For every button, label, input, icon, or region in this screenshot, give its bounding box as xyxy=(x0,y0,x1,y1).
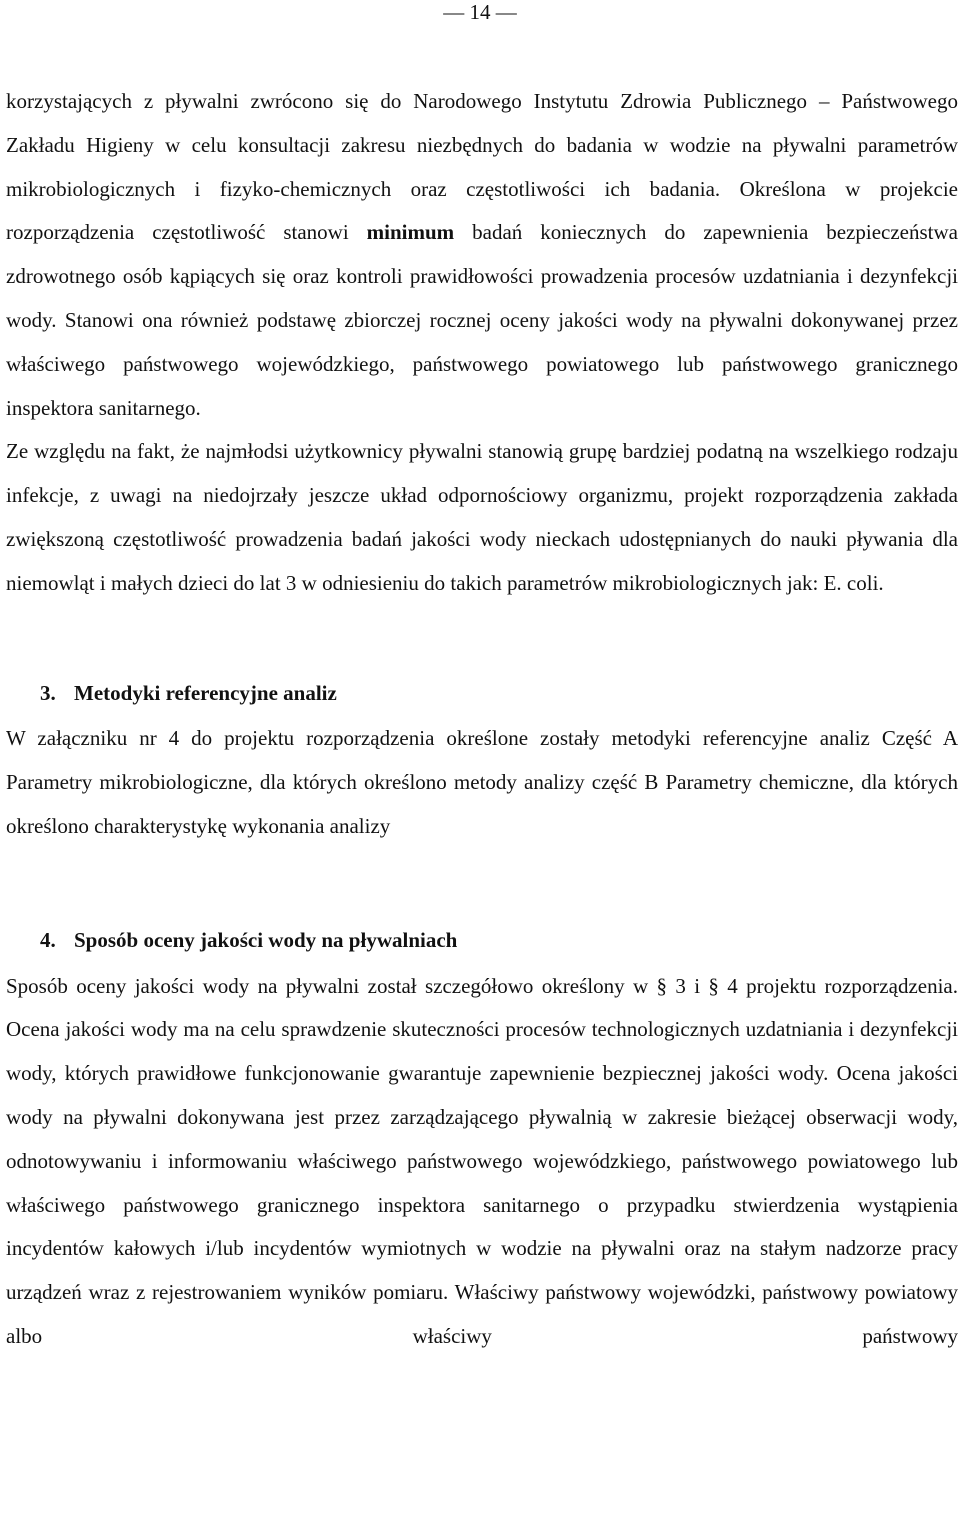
emphasis-minimum: minimum xyxy=(366,220,455,245)
section-3-heading xyxy=(6,672,958,716)
section-4-body: Sposób oceny jakości wody na pływalni został szczegółowo określony w § 3 i § 4 projektu rozporządzenia. Ocena jakości wody ma na celu sprawdzenie skuteczności procesów technologicznych uzdatniania i dezynfekcji wody, których prawidłowe funkcjonowanie gwarantuje zapewnienie bezpiecznej jakości wody. Ocena jakości wody na pływalni dokonywana jest przez zarządzającego pływalnią w zakresie bieżącej obserwacji wody, odnotowywaniu i informowaniu właściwego państwowego wojewódzkiego, państwowego powiatowego lub właściwego państwowego granicznego inspektora sanitarnego o przypadku stwierdzenia wystąpienia incydentów kałowych i/lub incydentów wymiotnych w wodzie na pływalni oraz na stałym nadzorze pracy urządzeń wraz z rejestrowaniem wyników pomiaru. Właściwy państwowy wojewódzki, państwowy powiatowy albo właściwy państwowy xyxy=(6,973,958,1348)
section-3-body: W załączniku nr 4 do projektu rozporządzenia określone zostały metodyki referencyjne analiz Część A Parametry mikrobiologiczne, dla których określono metody analizy część B Parametry chemiczne, dla których określono charakterystykę wykonania analizy xyxy=(6,726,958,838)
section-3-number: 3. xyxy=(40,680,56,705)
section-4-heading xyxy=(6,919,958,963)
section-3-title: Metodyki referencyjne analiz xyxy=(74,680,337,705)
page-number: — 14 — xyxy=(443,0,517,24)
paragraph-children-pools: Ze względu na fakt, że najmłodsi użytkownicy pływalni stanowią grupę bardziej podatną na wszelkiego rodzaju infekcje, z uwagi na niedojrzały jeszcze układ odpornościowy organizmu, projekt rozporządzenia zakłada zwiększoną częstotliwość prowadzenia badań jakości wody nieckach udostępnianych do nauki pływania dla niemowląt i małych dzieci do lat 3 w odniesieniu do takich parametrów mikrobiologicznych jak: E. coli. xyxy=(6,439,958,595)
section-4-title: Sposób oceny jakości wody na pływalniach xyxy=(74,927,458,952)
paragraph-consultation-text-2: badań koniecznych do zapewnienia bezpieczeństwa zdrowotnego osób kąpiących się oraz kontroli prawidłowości prowadzenia procesów uzdatniania i dezynfekcji wody. Stanowi ona również podstawę zbiorczej rocznej oceny jakości wody na pływalni dokonywanej przez właściwego państwowego wojewódzkiego, państwowego powiatowego lub państwowego granicznego inspektora sanitarnego. xyxy=(6,220,958,420)
document-body xyxy=(6,80,958,1359)
paragraph-consultation-text-1: korzystających z pływalni zwrócono się do Narodowego Instytutu Zdrowia Publicznego – Państwowego Zakładu Higieny w celu konsultacji zakresu niezbędnych do badania w wodzie na pływalni parametrów mikrobiologicznych i fizyko-chemicznych oraz częstotliwości ich badania. Określona w projekcie rozporządzenia częstotliwość stanowi xyxy=(6,89,958,245)
section-4-number: 4. xyxy=(40,927,56,952)
paragraph-consultation xyxy=(6,80,958,430)
